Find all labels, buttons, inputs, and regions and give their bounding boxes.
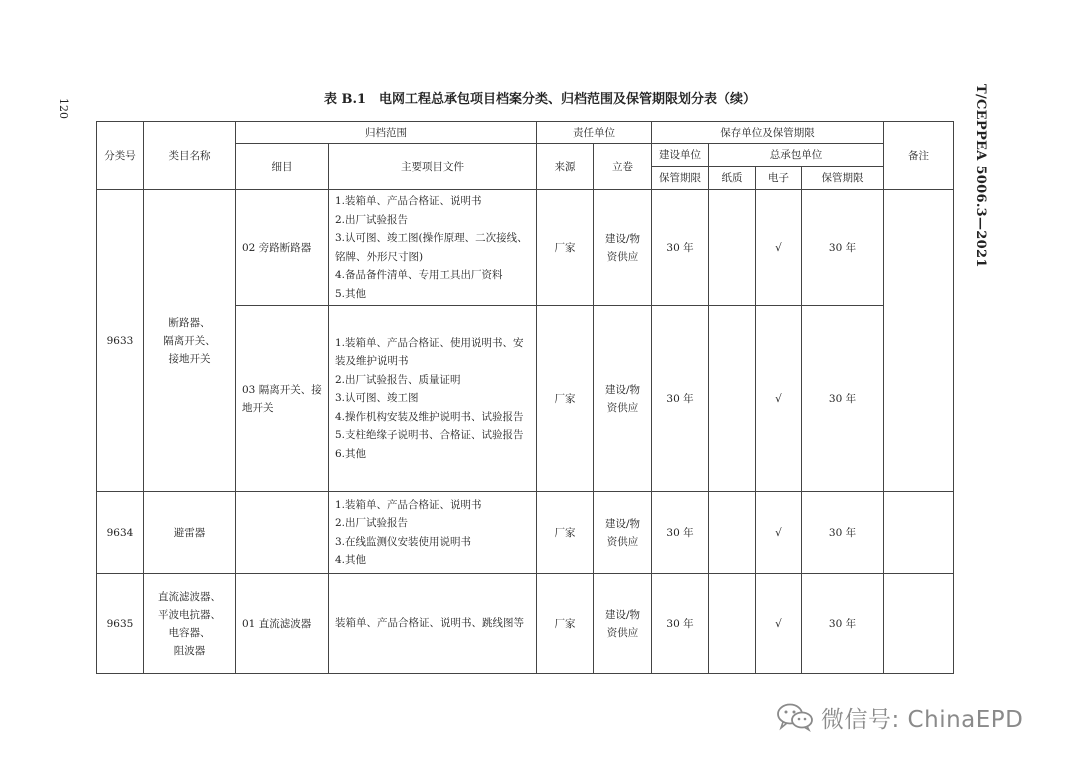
main-documents [329, 306, 537, 492]
remarks-cell [884, 574, 954, 674]
document-line: 3.在线监测仪安装使用说明书 [335, 535, 472, 548]
table-row [97, 190, 954, 306]
table-body [97, 190, 954, 674]
wechat-icon [775, 702, 815, 732]
header-contractor: 总承包单位 [709, 144, 884, 167]
item-name: 03 隔离开关、接地开关 [236, 306, 329, 492]
category-code: 9633 [97, 190, 144, 492]
header-category-no: 分类号 [97, 122, 144, 190]
main-documents [329, 190, 537, 306]
builder-period-cell: 30 年 [652, 306, 709, 492]
header-builder: 建设单位 [652, 144, 709, 167]
document-line: 2.出厂试验报告 [335, 213, 409, 226]
category-code: 9634 [97, 492, 144, 574]
page-number: 120 [57, 98, 70, 119]
contractor-period-cell: 30 年 [802, 492, 884, 574]
document-line: 3.认可图、竣工图(操作原理、二次接线、铭牌、外形尺寸图) [335, 232, 528, 263]
electronic-cell: √ [756, 574, 802, 674]
builder-period-cell: 30 年 [652, 190, 709, 306]
source-cell: 厂家 [537, 492, 594, 574]
filing-cell: 建设/物 资供应 [594, 574, 652, 674]
document-line: 6.其他 [335, 447, 367, 460]
header-paper: 纸质 [709, 167, 756, 190]
document-line: 5.支柱绝缘子说明书、合格证、试验报告 [335, 429, 524, 442]
builder-period-cell: 30 年 [652, 574, 709, 674]
remarks-cell [884, 190, 954, 492]
document-line: 4.其他 [335, 554, 367, 566]
header-archive-scope: 归档范围 [236, 122, 537, 144]
source-cell: 厂家 [537, 190, 594, 306]
item-name: 01 直流滤波器 [236, 574, 329, 674]
contractor-period-cell: 30 年 [802, 574, 884, 674]
header-main-docs: 主要项目文件 [329, 144, 537, 190]
contractor-period-cell: 30 年 [802, 306, 884, 492]
electronic-cell: √ [756, 492, 802, 574]
main-documents [329, 492, 537, 574]
document-line: 1.装箱单、产品合格证、使用说明书、安装及维护说明书 [335, 336, 524, 368]
document-line: 2.出厂试验报告 [335, 517, 409, 529]
watermark [775, 700, 1023, 734]
header-storage: 保存单位及保管期限 [652, 122, 884, 144]
archive-classification-table [96, 121, 954, 674]
header-category-name: 类目名称 [144, 122, 236, 190]
filing-cell: 建设/物 资供应 [594, 190, 652, 306]
item-name [236, 492, 329, 574]
document-line: 1.装箱单、产品合格证、说明书 [335, 195, 482, 207]
header-electronic: 电子 [756, 167, 802, 190]
category-name: 直流滤波器、 平波电抗器、 电容器、 阻波器 [144, 574, 236, 674]
header-item: 细目 [236, 144, 329, 190]
source-cell: 厂家 [537, 574, 594, 674]
paper-cell [709, 492, 756, 574]
filing-cell: 建设/物 资供应 [594, 492, 652, 574]
paper-cell [709, 190, 756, 306]
document-line: 4.操作机构安装及维护说明书、试验报告 [335, 410, 524, 423]
document-line: 3.认可图、竣工图 [335, 392, 419, 405]
electronic-cell: √ [756, 306, 802, 492]
remarks-cell [884, 492, 954, 574]
source-cell: 厂家 [537, 306, 594, 492]
document-line: 装箱单、产品合格证、说明书、跳线图等 [335, 617, 524, 630]
document-line: 1.装箱单、产品合格证、说明书 [335, 498, 482, 511]
watermark-text: 微信号: ChinaEPD [821, 706, 1024, 733]
category-code: 9635 [97, 574, 144, 674]
contractor-period-cell: 30 年 [802, 190, 884, 306]
header-builder-period: 保管期限 [652, 167, 709, 190]
standard-code: T/CEPPEA 5006.3—2021 [973, 84, 988, 268]
header-source: 来源 [537, 144, 594, 190]
header-filing: 立卷 [594, 144, 652, 190]
table-row [97, 492, 954, 574]
table-title: 表 B.1 电网工程总承包项目档案分类、归档范围及保管期限划分表（续） [323, 92, 757, 107]
main-documents [329, 574, 537, 674]
document-line: 2.出厂试验报告、质量证明 [335, 373, 461, 386]
document-line: 4.备品备件清单、专用工具出厂资料 [335, 269, 503, 281]
document-line: 5.其他 [335, 287, 367, 300]
category-name: 断路器、 隔离开关、 接地开关 [144, 190, 236, 492]
paper-cell [709, 306, 756, 492]
table-row [97, 574, 954, 674]
electronic-cell: √ [756, 190, 802, 306]
category-name: 避雷器 [144, 492, 236, 574]
filing-cell: 建设/物 资供应 [594, 306, 652, 492]
header-remarks: 备注 [884, 122, 954, 190]
paper-cell [709, 574, 756, 674]
builder-period-cell: 30 年 [652, 492, 709, 574]
header-contractor-period: 保管期限 [802, 167, 884, 190]
header-responsible-unit: 责任单位 [537, 122, 652, 144]
item-name: 02 旁路断路器 [236, 190, 329, 306]
